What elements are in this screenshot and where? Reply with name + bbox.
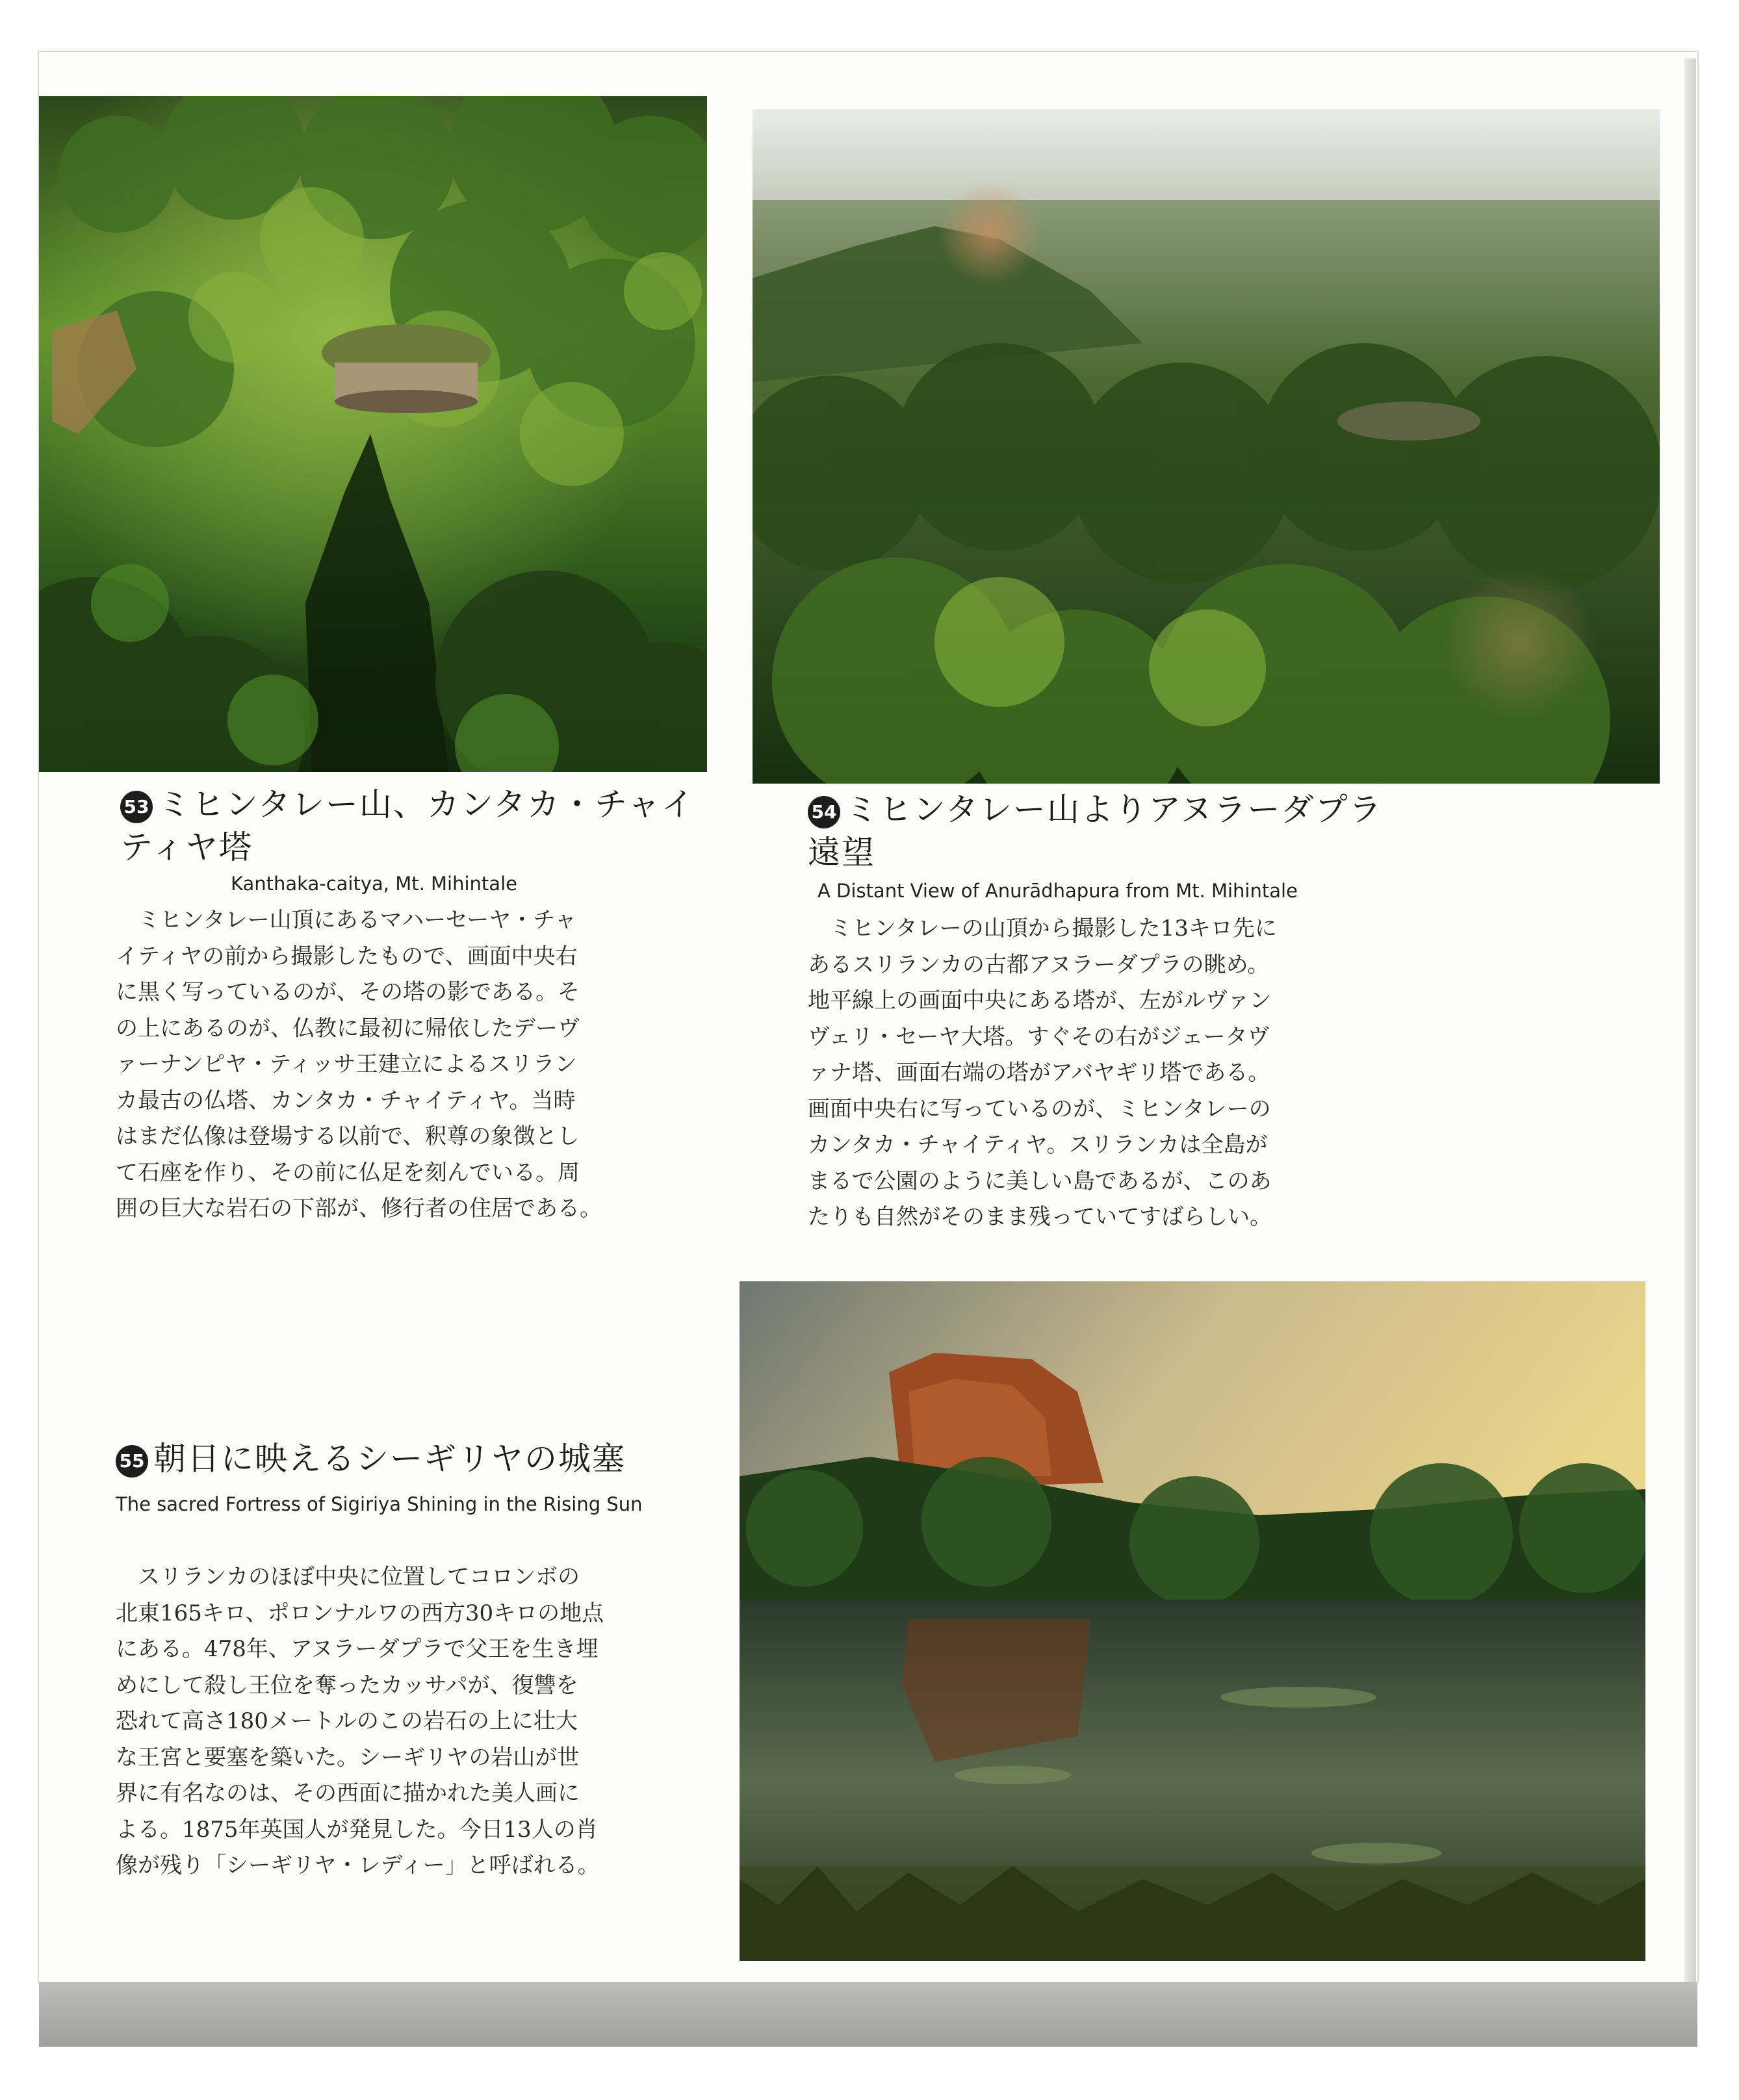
body-line: に黒く写っているのが、その塔の影である。そ xyxy=(116,979,580,1005)
caption-number-badge-55: 55 xyxy=(116,1445,148,1478)
caption-english-54: A Distant View of Anurādhapura from Mt. Mihintale xyxy=(818,880,1298,902)
photo-kanthaka-caitya xyxy=(39,96,707,772)
caption-number-badge-54: 54 xyxy=(808,796,840,828)
body-line: て石座を作り、その前に仏足を刻んでいる。周 xyxy=(116,1159,580,1186)
body-line: 恐れて高さ180メートルのこの岩石の上に壮大 xyxy=(116,1708,578,1734)
photo-sigiriya-fortress xyxy=(740,1281,1645,1961)
body-line: スリランカのほぼ中央に位置してコロンボの xyxy=(116,1564,580,1590)
caption-body-55 xyxy=(116,1559,604,1884)
body-line: にある。478年、アヌラーダプラで父王を生き埋 xyxy=(116,1636,599,1662)
body-line: ァーナンピヤ・ティッサ王建立によるスリラン xyxy=(116,1051,577,1077)
body-line: イティヤの前から撮影したもので、画面中央右 xyxy=(116,943,578,969)
caption-title-text-54: ミヒンタレー山よりアヌラーダプラ遠望 xyxy=(808,791,1383,871)
body-line: あるスリランカの古都アヌラーダプラの眺め。 xyxy=(808,951,1270,978)
body-line: 北東165キロ、ポロンナルワの西方30キロの地点 xyxy=(116,1600,604,1626)
body-line: 囲の巨大な岩石の下部が、修行者の住居である。 xyxy=(116,1196,602,1222)
caption-title-text-53: ミヒンタレー山、カンタカ・チャイティヤ塔 xyxy=(120,786,695,866)
page-edge xyxy=(1684,58,1696,2047)
body-line: ヴェリ・セーヤ大塔。すぐその右がジェータヴ xyxy=(808,1023,1270,1050)
photo-anuradhapura-view xyxy=(753,109,1660,784)
body-line: ミヒンタレーの山頂から撮影した13キロ先に xyxy=(808,916,1277,941)
body-line: ァナ塔、画面右端の塔がアバヤギリ塔である。 xyxy=(808,1060,1270,1086)
body-line: はまだ仏像は登場する以前で、釈尊の象徴とし xyxy=(116,1123,580,1149)
caption-english-55: The sacred Fortress of Sigiriya Shining in the Rising Sun xyxy=(116,1493,643,1515)
body-line: の上にあるのが、仏教に最初に帰依したデーヴ xyxy=(116,1015,580,1042)
body-line: よる。1875年英国人が発見した。今日13人の肖 xyxy=(116,1816,598,1843)
body-line: 像が残り「シーギリヤ・レディー」と呼ばれる。 xyxy=(116,1852,600,1878)
caption-title-text-55: 朝日に映えるシーギリヤの城塞 xyxy=(153,1440,626,1478)
caption-number-badge-53: 53 xyxy=(120,791,153,823)
caption-title-55 xyxy=(116,1437,701,1480)
caption-body-54 xyxy=(808,911,1277,1236)
body-line: めにして殺し王位を奪ったカッサパが、復讐を xyxy=(116,1672,578,1698)
caption-title-53 xyxy=(120,783,705,869)
page-bottom-shadow xyxy=(39,1982,1697,2047)
body-line: カンタカ・チャイティヤ。スリランカは全島が xyxy=(808,1132,1268,1158)
body-line: な王宮と要塞を築いた。シーギリヤの岩山が世 xyxy=(116,1744,580,1771)
body-line: ミヒンタレー山頂にあるマハーセーヤ・チャ xyxy=(116,907,577,933)
caption-english-53: Kanthaka-caitya, Mt. Mihintale xyxy=(231,873,517,895)
body-line: 画面中央右に写っているのが、ミヒンタレーの xyxy=(808,1095,1271,1122)
body-line: 地平線上の画面中央にある塔が、左がルヴァン xyxy=(808,988,1272,1014)
caption-body-53 xyxy=(116,903,602,1227)
body-line: たりも自然がそのまま残っていてすばらしい。 xyxy=(808,1204,1272,1230)
body-line: まるで公園のように美しい島であるが、このあ xyxy=(808,1168,1272,1194)
body-line: カ最古の仏塔、カンタカ・チャイティヤ。当時 xyxy=(116,1087,576,1114)
body-line: 界に有名なのは、その西面に描かれた美人画に xyxy=(116,1780,580,1806)
caption-title-54 xyxy=(808,788,1386,874)
